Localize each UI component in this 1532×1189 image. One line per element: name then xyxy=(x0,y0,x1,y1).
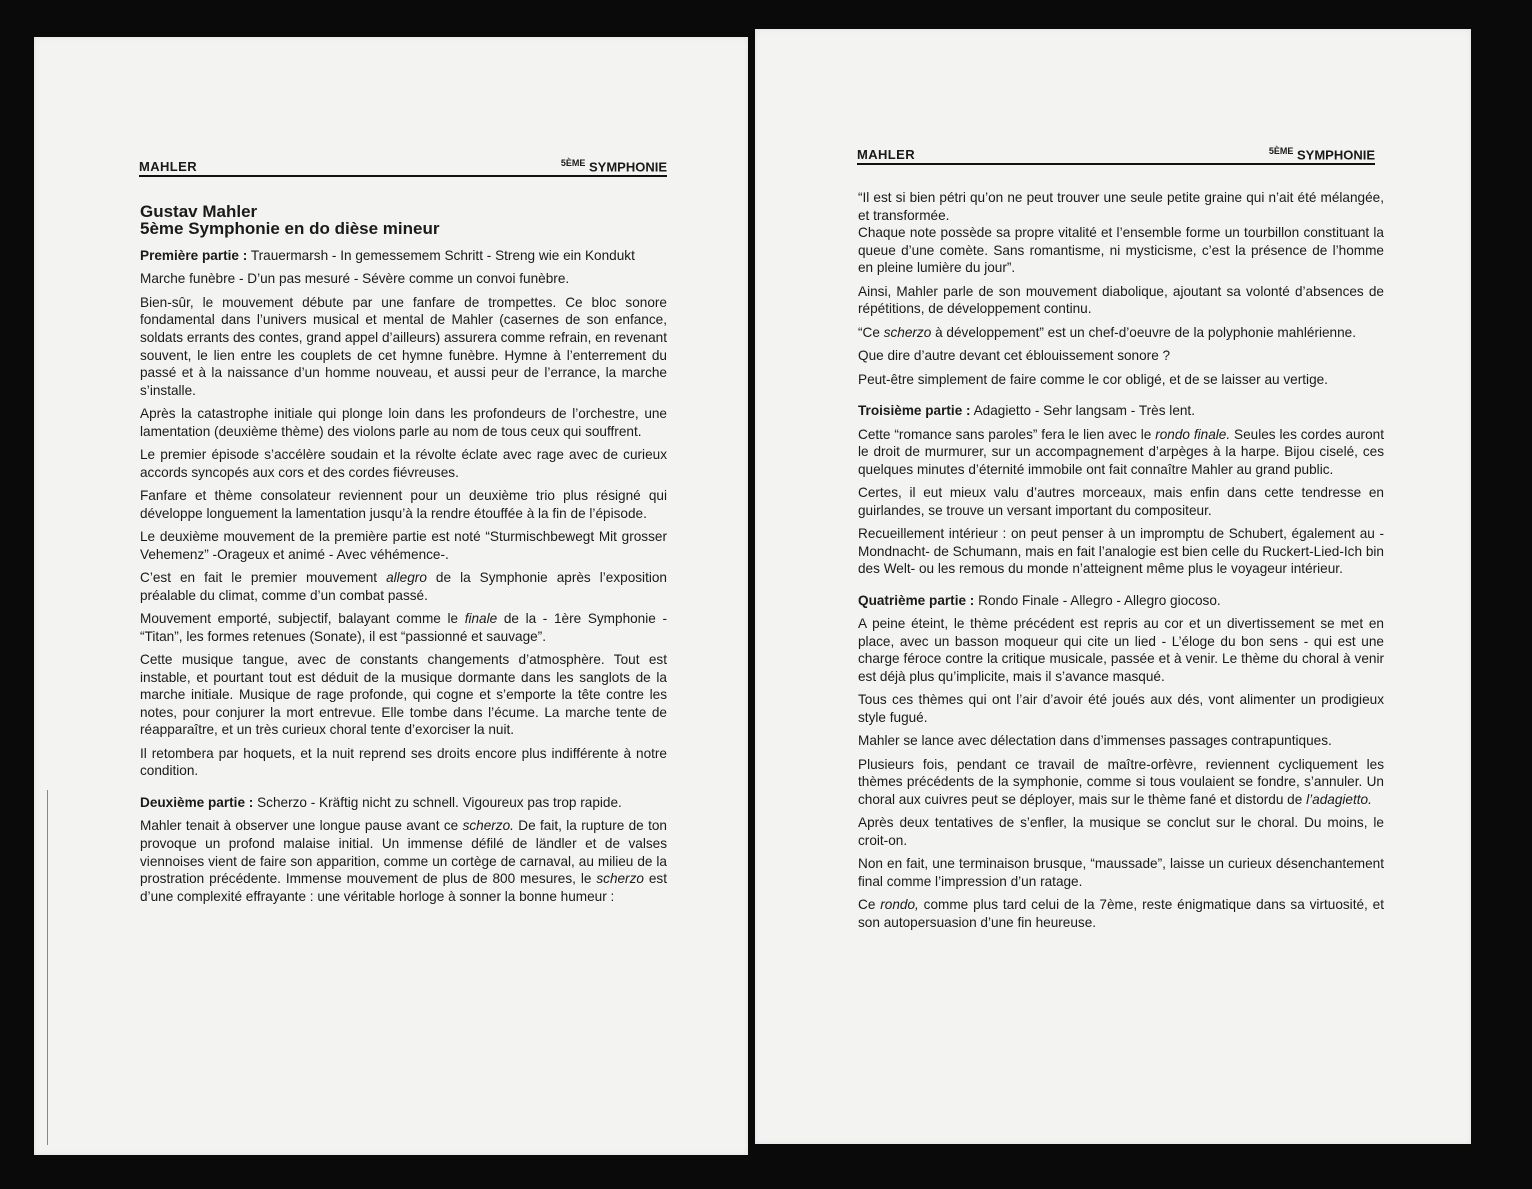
text: De fait, la rupture de ton provoque un profond malaise initial. Un immense défilé de ländler et de valses viennoises vient de faire son apparition, comme un cortège de carnaval, au milieu de la prostration précédente. Immense mouvement de plus de 800 mesures, le xyxy=(140,818,667,887)
left-page xyxy=(34,37,748,1155)
paragraph xyxy=(140,817,667,905)
text: de la Symphonie après l’exposition préalable du climat, comme d’un combat passé. xyxy=(140,570,667,603)
paragraph: A peine éteint, le thème précédent est repris au cor et un divertissement se met en place, avec un basson moqueur qui cite un lied - L’éloge du bon sens - qui est une charge féroce contre la critique musicale, passée et à venir. Le thème du choral à venir est déjà plus qu’implicite, mais il s’avance masqué. xyxy=(858,616,1384,685)
paragraph: Mahler se lance avec délectation dans d’immenses passages contrapuntiques. xyxy=(858,733,1332,749)
part-label: Première partie : xyxy=(140,248,248,263)
paragraph xyxy=(858,324,1384,342)
header-composer: MAHLER xyxy=(857,147,916,162)
text: de la - 1ère Symphonie - “Titan”, les formes retenues (Sonate), il est “passionné et sauvage”. xyxy=(140,611,667,644)
paragraph xyxy=(858,756,1384,809)
text: Mouvement emporté, subjectif, balayant comme le xyxy=(140,611,465,627)
paragraph: “Il est si bien pétri qu’on ne peut trouver une seule petite graine qui n’ait été mélangée, et transformée. xyxy=(858,190,1384,223)
paragraph: Que dire d’autre devant cet éblouissement sonore ? xyxy=(858,348,1171,364)
header-sup: 5ÈME xyxy=(1268,145,1294,156)
paragraph xyxy=(858,592,1384,610)
header-work-title: SYMPHONIE xyxy=(588,159,667,174)
paragraph: Bien-sûr, le mouvement débute par une fanfare de trompettes. Ce bloc sonore fondamental dans l’univers musical et mental de Mahler (casernes de son enfance, soldats errants des contes, grand appel d’ailleurs) assurera comme refrain, en revenant souvent, le lien entre les couplets de cet hymne funèbre. Hymne à l’enterrement du passé et à la naissance d’un homme nouveau, et aussi peur de l’errance, la marche s’installe. xyxy=(140,294,667,398)
text: Cette “romance sans paroles” fera le lien avec le xyxy=(858,426,1156,442)
text: Ce xyxy=(858,897,881,913)
part-text: Trauermarsh - In gemessemem Schritt - Streng wie ein Kondukt xyxy=(247,248,635,263)
part-label: Troisième partie : xyxy=(858,403,971,419)
paragraph: Il retombera par hoquets, et la nuit reprend ses droits encore plus indifférente à notre condition. xyxy=(140,745,667,779)
paragraph: Le deuxième mouvement de la première partie est noté “Sturmischbewegt Mit grosser Vehemenz” -Orageux et animé - Avec véhémence-. xyxy=(140,529,667,562)
paragraph: Cette musique tangue, avec de constants changements d’atmosphère. Tout est instable, et pourtant tout est déduit de la musique dormante dans les sanglots de la marche initiale. Musique de rage profonde, qui cogne et s’emporte la tête contre les notes, pour conjurer la mort entrevue. Elle tombe dans l’écume. La marche tente de réapparaître, et un très curieux choral tente d’exorciser la nuit. xyxy=(140,652,667,738)
right-page xyxy=(755,29,1471,1144)
italic-text: finale xyxy=(464,611,498,627)
paragraph: Peut-être simplement de faire comme le cor obligé, et de se laisser au vertige. xyxy=(858,371,1328,387)
header-work xyxy=(561,158,667,174)
paragraph: Fanfare et thème consolateur reviennent pour un deuxième trio plus résigné qui développe longuement la lamentation jusqu’à la rendre étouffée à la fin de l’épisode. xyxy=(140,488,667,521)
text: est d’une complexité effrayante : une véritable horloge à sonner la bonne humeur : xyxy=(140,871,667,904)
paragraph xyxy=(140,569,667,604)
header-sup: 5ÈME xyxy=(560,157,586,168)
paragraph xyxy=(140,610,667,645)
paragraph xyxy=(140,247,667,265)
text: à développement” est un chef-d’oeuvre de la polyphonie mahlérienne. xyxy=(931,324,1357,340)
part-text: Adagietto - Sehr langsam - Très lent. xyxy=(970,403,1195,419)
left-content xyxy=(140,203,667,911)
italic-text: allegro xyxy=(386,570,427,586)
binding-line xyxy=(47,790,48,1145)
paragraph xyxy=(858,426,1384,479)
text: Mahler tenait à observer une longue pause avant ce xyxy=(140,818,463,834)
paragraph: Le premier épisode s’accélère soudain et la révolte éclate avec rage avec de curieux accords syncopés aux cors et des cordes fiévreuses. xyxy=(140,447,667,480)
italic-text: l’adagietto. xyxy=(1306,791,1372,807)
paragraph: Non en fait, une terminaison brusque, “maussade”, laisse un curieux désenchantement final comme l’impression d’un ratage. xyxy=(858,856,1384,889)
title-line-1: Gustav Mahler xyxy=(140,202,258,221)
part-label: Quatrième partie : xyxy=(858,592,975,608)
header-work xyxy=(1269,146,1375,162)
paragraph xyxy=(858,896,1384,931)
italic-text: rondo finale. xyxy=(1155,426,1231,442)
paragraph: Recueillement intérieur : on peut penser à un impromptu de Schubert, également au -Mondnacht- de Schumann, mais en fait l’analogie est bien celle du Ruckert-Lied-Ich bin des Welt- ou les remous du monde n’atteignent même plus le voyageur intérieur. xyxy=(858,526,1384,577)
paragraph: Après la catastrophe initiale qui plonge loin dans les profondeurs de l’orchestre, une lamentation (deuxième thème) des violons parle au nom de tous ceux qui souffrent. xyxy=(140,406,667,439)
header-composer: MAHLER xyxy=(139,159,198,174)
text: Plusieurs fois, pendant ce travail de maître-orfèvre, reviennent cycliquement les thèmes précédents de la symphonie, comme si tous voulaient se fondre, s’annuler. Un choral aux cuivres peut se déployer, mais sur le thème fané et distordu de xyxy=(858,756,1384,807)
paragraph: Tous ces thèmes qui ont l’air d’avoir été joués aux dés, vont alimenter un prodigieux style fugué. xyxy=(858,692,1384,726)
paragraph: Certes, il eut mieux valu d’autres morceaux, mais enfin dans cette tendresse en guirlandes, se trouve un versant important du compositeur. xyxy=(858,485,1384,518)
paragraph: Marche funèbre - D’un pas mesuré - Sévère comme un convoi funèbre. xyxy=(140,271,570,287)
right-content xyxy=(858,189,1384,937)
page-header xyxy=(857,145,1375,165)
paragraph xyxy=(858,402,1384,420)
header-work-title: SYMPHONIE xyxy=(1296,147,1375,162)
text: “Ce xyxy=(858,324,884,340)
paragraph: Ainsi, Mahler parle de son mouvement diabolique, ajoutant sa volonté d’absences de répétitions, de développement continu. xyxy=(858,283,1384,317)
italic-text: scherzo xyxy=(596,871,644,887)
text: Seules les cordes auront le droit de murmurer, sur un accompagnement d’arpèges à la harpe. Bijou ciselé, ces quelques minutes d’éternité immobile ont fait connaître Mahler au grand public. xyxy=(858,426,1384,477)
paragraph: Chaque note possède sa propre vitalité et l’ensemble forme un tourbillon constituant la queue d’une comète. Sans romantisme, ni mysticisme, c’est la présence de l’homme en pleine lumière du jour”. xyxy=(858,225,1384,276)
italic-text: rondo, xyxy=(880,897,919,913)
part-text: Rondo Finale - Allegro - Allegro giocoso. xyxy=(974,592,1221,608)
text: comme plus tard celui de la 7ème, reste énigmatique dans sa virtuosité, et son autopersuasion d’une fin heureuse. xyxy=(858,897,1385,930)
article-title xyxy=(140,203,667,237)
part-label: Deuxième partie : xyxy=(140,795,254,810)
page-header xyxy=(139,157,667,177)
title-line-2: 5ème Symphonie en do dièse mineur xyxy=(140,219,440,238)
text: C’est en fait le premier mouvement xyxy=(140,570,387,586)
part-text: Scherzo - Kräftig nicht zu schnell. Vigoureux pas trop rapide. xyxy=(253,795,622,810)
italic-text: scherzo. xyxy=(462,818,514,834)
paragraph xyxy=(140,794,667,812)
paragraph: Après deux tentatives de s’enfler, la musique se conclut sur le choral. Du moins, le croit-on. xyxy=(858,815,1384,848)
italic-text: scherzo xyxy=(883,324,932,340)
